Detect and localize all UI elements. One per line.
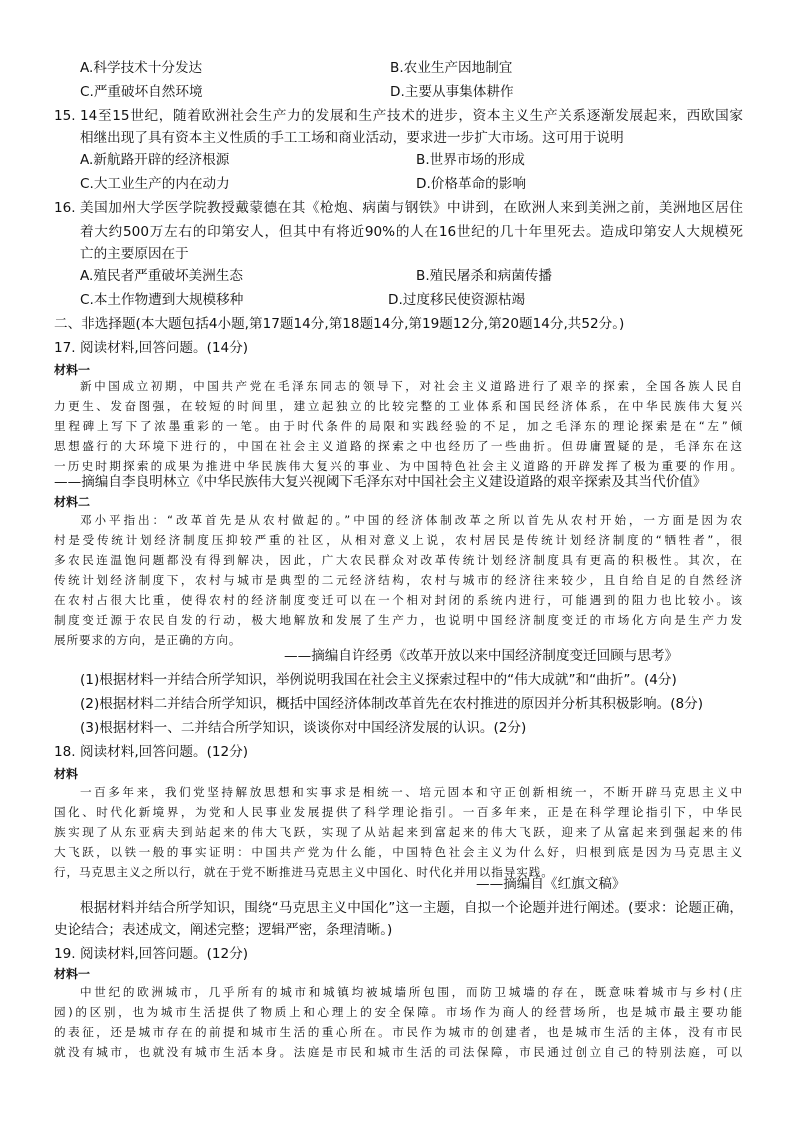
- q17-material-one-line: 思想盛行的大环境下进行的，中国在社会主义道路的探索之中也经历了一些曲折。但毋庸置疑的是，毛泽东在这: [54, 439, 743, 453]
- q15-option-b: B.世界市场的形成: [416, 152, 525, 168]
- q19-title: 19. 阅读材料,回答问题。(12分): [54, 946, 249, 962]
- q17-title: 17. 阅读材料,回答问题。(14分): [54, 340, 249, 356]
- q17-material-two-line: 传统计划经济制度下，农村与城市是典型的二元经济结构，农村与城市的经济往来较少，且自给自足的自然经济: [54, 573, 743, 587]
- q17-material-one-line: 一历史时期探索的成果为推进中华民族伟大复兴的事业、为中国特色社会主义道路的开辟发挥了极为重要的作用。: [54, 459, 743, 473]
- q16-stem-line: 美国加州大学医学院教授戴蒙德在其《枪炮、病菌与钢铁》中讲到，在欧洲人来到美洲之前，美洲地区居住: [80, 200, 743, 216]
- q17-material-one-label: 材料一: [54, 363, 91, 377]
- q18-task-line: 史论结合；表述成文，阐述完整；逻辑严密，条理清晰。): [54, 922, 393, 938]
- q16-option-b: B.殖民屠杀和病菌传播: [416, 268, 552, 284]
- q16-number: 16.: [54, 200, 76, 216]
- q17-material-two-line: 多农民连温饱问题都没有得到解决，因此，广大农民群众对改革传统计划经济制度具有更高的积极性。其次，在: [54, 553, 743, 567]
- q15-number: 15.: [54, 108, 76, 124]
- q17-material-two-line: 邓小平指出：“改革首先是从农村做起的。”中国的经济体制改革之所以首先从农村开始，一方面是因为农: [80, 513, 743, 527]
- q19-material-one-line: 园)的区别，也为城市生活提供了物质上和心理上的安全保障。市场作为商人的经营场所，也是城市最主要功能: [54, 1005, 743, 1019]
- q17-material-one-line: 力更生、发奋图强，在较短的时间里，建立起独立的比较完整的工业体系和国民经济体系，在中华民族伟大复兴: [54, 399, 743, 413]
- q16-option-c: C.本土作物遭到大规模移种: [80, 292, 244, 308]
- q17-sub-question-3: (3)根据材料一、二并结合所学知识，谈谈你对中国经济发展的认识。(2分): [80, 720, 527, 736]
- q15-stem-line: 相继出现了具有资本主义性质的手工工场和商业活动，要求进一步扩大市场。这可用于说明: [80, 130, 624, 146]
- q19-material-one-line: 的表征，还是城市存在的前提和城市生活的重心所在。市民作为城市的创建者，也是城市生活的主体，没有市民: [54, 1025, 743, 1039]
- q18-material-source: ——摘编自《红旗文稿》: [476, 876, 626, 892]
- q17-sub-question-1: (1)根据材料一并结合所学知识，举例说明我国在社会主义探索过程中的“伟大成就”和“曲折”。(4分): [80, 672, 677, 688]
- q14-option-b: B.农业生产因地制宜: [390, 60, 513, 76]
- q18-material-line: 族实现了从东亚病夫到站起来的伟大飞跃，实现了从站起来到富起来的伟大飞跃，迎来了从富起来到强起来的伟: [54, 825, 743, 839]
- q18-title: 18. 阅读材料,回答问题。(12分): [54, 744, 249, 760]
- q19-material-one-line: 中世纪的欧洲城市，几乎所有的城市和城镇均被城墙所包围，而防卫城墙的存在，既意味着城市与乡村(庄: [80, 985, 743, 999]
- q15-option-d: D.价格革命的影响: [416, 176, 526, 192]
- q15-option-a: A.新航路开辟的经济根源: [80, 152, 230, 168]
- q19-material-one-line: 就没有城市，也就没有城市生活本身。法庭是市民和城市生活的司法保障，市民通过创立自己的特别法庭，可以: [54, 1045, 743, 1059]
- q17-material-two-line: 展所要求的方向，是正确的方向。: [54, 633, 242, 647]
- q14-option-d: D.主要从事集体耕作: [390, 84, 514, 100]
- q17-material-two-line: 制度变迁源于农民自发的行动，极大地解放和发展了生产力，也说明中国经济制度变迁的市场化方向是生产力发: [54, 613, 743, 627]
- q14-option-a: A.科学技术十分发达: [80, 60, 203, 76]
- q16-stem-line: 着大约500万左右的印第安人，但其中有将近90%的人在16世纪的几十年里死去。造成印第安人大规模死: [80, 224, 743, 240]
- q17-material-two-line: 村是受传统计划经济制度压抑较严重的社区，从相对意义上说，农村居民是传统计划经济制度的“牺牲者”，很: [54, 533, 743, 547]
- q18-material-line: 行，马克思主义之所以行，就在于党不断推进马克思主义中国化、时代化并用以指导实践。: [54, 865, 554, 879]
- section-two-heading: 二、非选择题(本大题包括4小题,第17题14分,第18题14分,第19题12分,第20题14分,共52分。): [54, 316, 625, 332]
- q16-option-a: A.殖民者严重破坏美洲生态: [80, 268, 243, 284]
- q14-option-c: C.严重破坏自然环境: [80, 84, 203, 100]
- q19-material-one-label: 材料一: [54, 967, 91, 981]
- q17-material-one-line: 新中国成立初期，中国共产党在毛泽东同志的领导下，对社会主义道路进行了艰辛的探索，全国各族人民自: [80, 379, 743, 393]
- q17-sub-question-2: (2)根据材料二并结合所学知识，概括中国经济体制改革首先在农村推进的原因并分析其积极影响。(8分): [80, 696, 704, 712]
- q15-stem-line: 14至15世纪，随着欧洲社会生产力的发展和生产技术的进步，资本主义生产关系逐渐发展起来，西欧国家: [80, 108, 743, 124]
- q16-option-d: D.过度移民使资源枯竭: [388, 292, 526, 308]
- q17-material-one-source: ——摘编自李良明林立《中华民族伟大复兴视阈下毛泽东对中国社会主义建设道路的艰辛探索及其当代价值》: [54, 474, 707, 490]
- q18-material-line: 国化、时代化新境界，为党和人民事业发展提供了科学理论指引。一百多年来，正是在科学理论指引下，中华民: [54, 805, 743, 819]
- q18-material-line: 大飞跃，以铁一般的事实证明：中国共产党为什么能，中国特色社会主义为什么好，归根到底是因为马克思主义: [54, 845, 743, 859]
- q18-material-line: 一百多年来，我们党坚持解放思想和实事求是相统一、培元固本和守正创新相统一，不断开辟马克思主义中: [80, 785, 743, 799]
- q18-material-label: 材料: [54, 767, 79, 781]
- q17-material-two-source: ——摘编自许经勇《改革开放以来中国经济制度变迁回顾与思考》: [284, 648, 679, 664]
- q16-stem-line: 亡的主要原因在于: [80, 246, 189, 262]
- q17-material-one-line: 里程碑上写下了浓墨重彩的一笔。由于时代条件的局限和实践经验的不足，加之毛泽东的理论探索是在“左”倾: [54, 419, 743, 433]
- q18-task-line: 根据材料并结合所学知识，围绕“马克思主义中国化”这一主题，自拟一个论题并进行阐述。(要求：论题正确，: [80, 900, 743, 916]
- q15-option-c: C.大工业生产的内在动力: [80, 176, 230, 192]
- q17-material-two-line: 在农村占很大比重，使得农村的经济制度变迁可以在一个相对封闭的系统内进行，可能遇到的阻力也比较小。该: [54, 593, 743, 607]
- q17-material-two-label: 材料二: [54, 495, 91, 509]
